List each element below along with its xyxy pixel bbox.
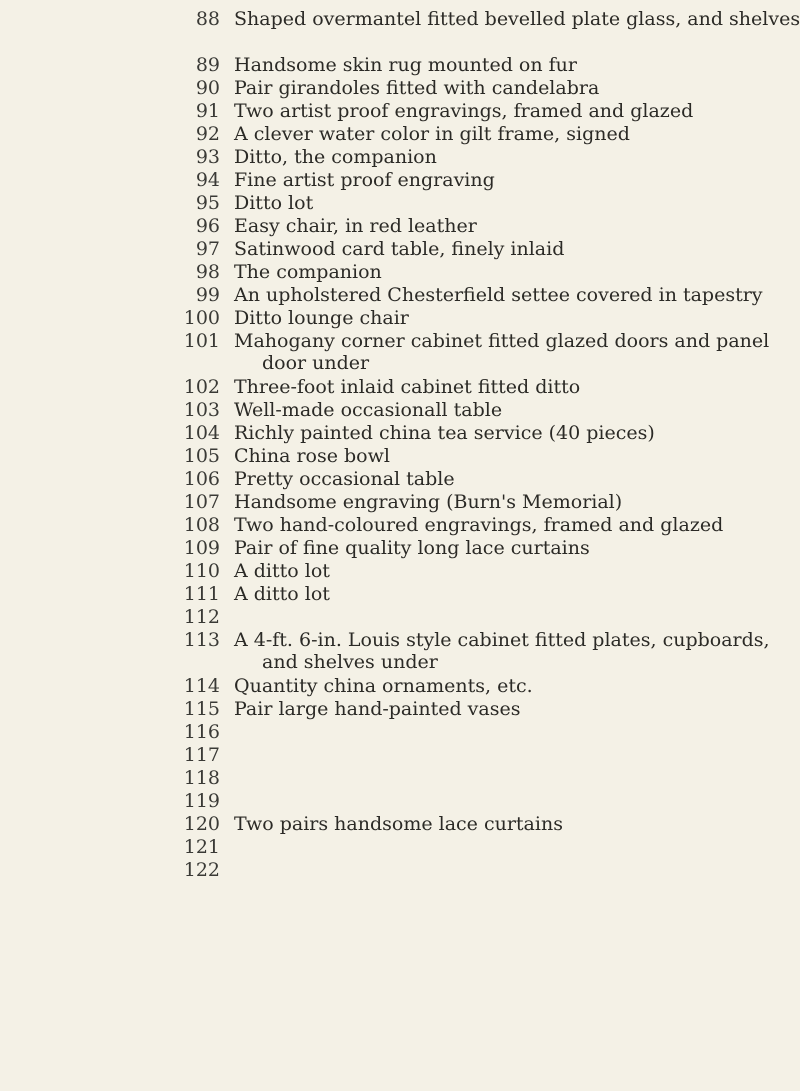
lot-number: 104 — [183, 422, 220, 444]
lot-description: Fine artist proof engraving — [234, 169, 495, 191]
lot-number: 89 — [195, 54, 220, 76]
lot-number: 110 — [183, 560, 220, 582]
lot-number: 122 — [183, 859, 220, 881]
lot-number: 105 — [183, 445, 220, 467]
lot-description: Shaped overmantel fitted bevelled plate glass, and shelves — [234, 8, 800, 30]
lot-number: 118 — [183, 767, 220, 789]
lot-description: Satinwood card table, finely inlaid — [234, 238, 565, 260]
lot-description: Ditto, the companion — [234, 146, 437, 168]
lot-description: The companion — [234, 261, 382, 283]
lot-number: 115 — [183, 698, 220, 720]
lot-description: Two pairs handsome lace curtains — [234, 813, 563, 835]
lot-description: Pretty occasional table — [234, 468, 455, 490]
lot-number: 116 — [183, 721, 220, 743]
lot-number: 106 — [183, 468, 220, 490]
lot-description: Pair of fine quality long lace curtains — [234, 537, 590, 559]
lot-number: 91 — [195, 100, 220, 122]
lot-description: An upholstered Chesterfield settee covered in tapestry — [234, 284, 763, 306]
lot-number: 111 — [183, 583, 220, 605]
lot-description: Well-made occasionall table — [234, 399, 503, 421]
lot-number: 117 — [183, 744, 220, 766]
lot-number: 109 — [183, 537, 220, 559]
lot-number: 121 — [183, 836, 220, 858]
lot-number: 114 — [183, 675, 220, 697]
lot-description: Quantity china ornaments, etc. — [234, 675, 533, 697]
lot-description: Pair girandoles fitted with candelabra — [234, 77, 600, 99]
lot-number: 100 — [183, 307, 220, 329]
lot-number: 96 — [195, 215, 220, 237]
lot-description: A 4-ft. 6-in. Louis style cabinet fitted plates, cupboards, and shelves under — [234, 629, 770, 673]
lot-description: Richly painted china tea service (40 pieces) — [234, 422, 655, 444]
lot-number: 97 — [195, 238, 220, 260]
lot-description: A ditto lot — [234, 560, 330, 582]
lot-description: China rose bowl — [234, 445, 390, 467]
lot-number: 94 — [195, 169, 220, 191]
lot-number: 98 — [195, 261, 220, 283]
lot-description: Pair large hand-painted vases — [234, 698, 521, 720]
lot-description: Easy chair, in red leather — [234, 215, 477, 237]
lot-description: Ditto lot — [234, 192, 314, 214]
lot-description: Ditto lounge chair — [234, 307, 409, 329]
lot-number: 101 — [183, 330, 220, 352]
lot-number: 120 — [183, 813, 220, 835]
lot-number: 92 — [195, 123, 220, 145]
lot-description: A ditto lot — [234, 583, 330, 605]
lot-description: Three-foot inlaid cabinet fitted ditto — [234, 376, 581, 398]
lot-description: Handsome engraving (Burn's Memorial) — [234, 491, 623, 513]
lot-number: 99 — [195, 284, 220, 306]
lot-number: 113 — [183, 629, 220, 651]
lot-number: 108 — [183, 514, 220, 536]
lot-number: 93 — [195, 146, 220, 168]
lot-number: 119 — [183, 790, 220, 812]
lot-description: Mahogany corner cabinet fitted glazed doors and panel door under — [234, 330, 770, 374]
lot-number: 90 — [195, 77, 220, 99]
lot-number: 102 — [183, 376, 220, 398]
lot-number: 95 — [195, 192, 220, 214]
lot-number: 88 — [195, 8, 220, 30]
lot-description: Two hand-coloured engravings, framed and glazed — [234, 514, 724, 536]
lot-description: Handsome skin rug mounted on fur — [234, 54, 578, 76]
lot-description: Two artist proof engravings, framed and glazed — [234, 100, 694, 122]
lot-number: 107 — [183, 491, 220, 513]
lot-description: A clever water color in gilt frame, signed — [234, 123, 630, 145]
lot-number: 112 — [183, 606, 220, 628]
lot-number: 103 — [183, 399, 220, 421]
